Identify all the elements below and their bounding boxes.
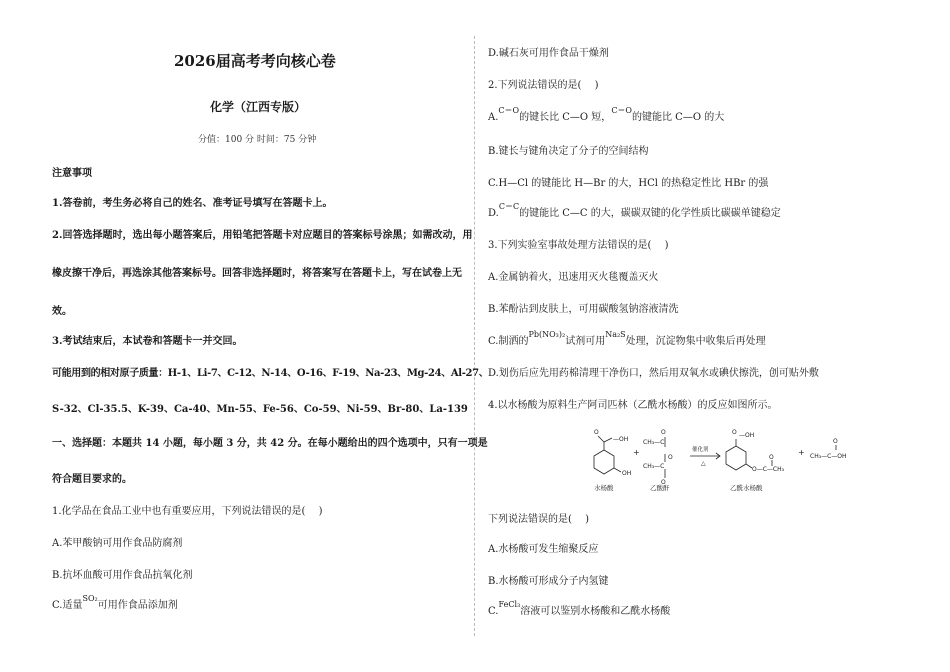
notes-heading: 注意事项 xyxy=(52,168,92,179)
svg-text:O—C—CH₃: O—C—CH₃ xyxy=(752,466,785,473)
option-c-suffix: 可用作食品添加剂 xyxy=(97,600,178,611)
svg-text:O: O xyxy=(668,454,673,461)
question-2: 2.下列说法错误的是( ) xyxy=(488,80,599,91)
note-1: 1.答卷前，考生务必将自己的姓名、准考证号填写在答题卡上。 xyxy=(52,198,333,209)
note-2-line-2: 橡皮擦干净后，再选涂其他答案标号。回答非选择题时，将答案写在答题卡上，写在试卷上无 xyxy=(52,268,462,279)
svg-text:CH₃—C: CH₃—C xyxy=(643,463,665,470)
lead-nitrate-formula: Pb(NO₃)₂ xyxy=(528,330,566,339)
question-3-option-a: A.金属钠着火，迅速用灭火毯覆盖灭火 xyxy=(488,272,659,283)
question-1-option-a: A.苯甲酸钠可用作食品防腐剂 xyxy=(52,538,183,549)
svg-text:O: O xyxy=(732,429,737,436)
sodium-sulfide-formula: Na₂S xyxy=(605,330,626,339)
so2-formula: SO₂ xyxy=(82,594,98,603)
cc-double-bond-formula: C＝C xyxy=(498,202,520,211)
aspirin-label: 乙酰水杨酸 xyxy=(730,484,763,492)
option-text: 的键能比 C—C 的大，碳碳双键的化学性质比碳碳单键稳定 xyxy=(519,208,781,219)
option-text: C.制洒的 xyxy=(488,336,529,347)
question-2-option-b: B.键长与键角决定了分子的空间结构 xyxy=(488,146,649,157)
option-text: 的键能比 C—O 的大 xyxy=(632,112,725,123)
question-4: 4.以水杨酸为原料生产阿司匹林（乙酰水杨酸）的反应如图所示。 xyxy=(488,400,778,411)
section-heading-line-1: 一、选择题：本题共 14 小题，每小题 3 分，共 42 分。在每小题给出的四个选项中，只有一项是 xyxy=(52,438,488,449)
co-double-bond-formula: C＝O xyxy=(498,106,520,115)
question-3: 3.下列实验室事故处理方法错误的是( ) xyxy=(488,240,669,251)
option-text: 溶液可以鉴别水杨酸和乙酰水杨酸 xyxy=(520,606,671,617)
option-label: A. xyxy=(488,112,499,123)
svg-text:OH: OH xyxy=(622,470,632,477)
option-text: 处理，沉淀物集中收集后再处理 xyxy=(625,336,766,347)
question-4-option-b: B.水杨酸可形成分子内氢键 xyxy=(488,576,609,587)
salicylic-acid-label: 水杨酸 xyxy=(594,484,614,492)
svg-text:+: + xyxy=(633,448,640,457)
co-double-bond-formula: C＝O xyxy=(611,106,632,115)
question-4-stem: 下列说法错误的是( ) xyxy=(488,514,589,525)
question-3-option-d: D.划伤后应先用药棉清理干净伤口，然后用双氧水或碘伏擦洗，创可贴外敷 xyxy=(488,368,819,379)
option-label: D. xyxy=(488,208,499,219)
svg-text:CH₃—C: CH₃—C xyxy=(643,439,665,446)
note-2-line-3: 效。 xyxy=(52,306,72,317)
question-3-option-b: B.苯酚沾到皮肤上，可用碳酸氢钠溶液清洗 xyxy=(488,304,679,315)
question-1-option-c xyxy=(52,594,178,612)
note-3: 3.考试结束后，本试卷和答题卡一并交回。 xyxy=(52,336,243,347)
question-2-option-a xyxy=(488,106,725,124)
question-4-option-a: A.水杨酸可发生缩聚反应 xyxy=(488,544,599,555)
svg-text:O: O xyxy=(594,429,599,436)
note-2-line-1: 2.回答选择题时，选出每小题答案后，用铅笔把答题卡对应题目的答案标号涂黑；如需改动，用 xyxy=(52,230,473,241)
question-3-option-c xyxy=(488,330,766,348)
column-divider xyxy=(474,36,475,636)
option-text: 试剂可用 xyxy=(565,336,606,347)
svg-text:O: O xyxy=(661,479,666,486)
catalyst-label: 催化剂 xyxy=(692,447,709,453)
svg-text:O: O xyxy=(661,429,666,436)
exam-meta: 分值：100 分 时间：75 分钟 xyxy=(198,135,317,145)
exam-subtitle: 化学（江西专版） xyxy=(210,100,307,114)
svg-text:—OH: —OH xyxy=(613,436,629,443)
question-1-option-b: B.抗坏血酸可用作食品抗氧化剂 xyxy=(52,570,193,581)
atomic-mass-line-1: 可能用到的相对原子质量：H-1、Li-7、C-12、N-14、O-16、F-19、Na-23、Mg-24、Al-27、 xyxy=(52,368,489,379)
option-label: C. xyxy=(488,606,499,617)
question-4-option-c xyxy=(488,600,671,618)
option-c-prefix: C.适量 xyxy=(52,600,83,611)
reaction-scheme xyxy=(580,422,900,494)
svg-text:O: O xyxy=(833,438,838,445)
svg-text:O: O xyxy=(769,454,774,461)
question-2-option-c: C.H—Cl 的键能比 H—Br 的大，HCl 的热稳定性比 HBr 的强 xyxy=(488,178,769,189)
question-1: 1.化学品在食品工业中也有重要应用，下列说法错误的是( ) xyxy=(52,506,323,517)
svg-text:+: + xyxy=(798,448,805,457)
option-text: 的键长比 C—O 短， xyxy=(519,112,612,123)
reaction-arrow xyxy=(690,453,720,459)
acetic-acid-formula: CH₃—C—OH xyxy=(810,453,847,460)
atomic-mass-line-2: S-32、Cl-35.5、K-39、Ca-40、Mn-55、Fe-56、Co-59、Ni-59、Br-80、La-139 xyxy=(52,404,468,415)
heat-symbol: △ xyxy=(701,460,706,467)
svg-text:—OH: —OH xyxy=(739,432,755,439)
acetic-anhydride-label: 乙酸酐 xyxy=(650,484,670,492)
ferric-chloride-formula: FeCl₃ xyxy=(498,600,521,609)
exam-title: 2026届高考考向核心卷 xyxy=(174,52,336,70)
section-heading-line-2: 符合题目要求的。 xyxy=(52,474,132,485)
question-2-option-d xyxy=(488,202,781,220)
question-1-option-d: D.碱石灰可用作食品干燥剂 xyxy=(488,48,609,59)
